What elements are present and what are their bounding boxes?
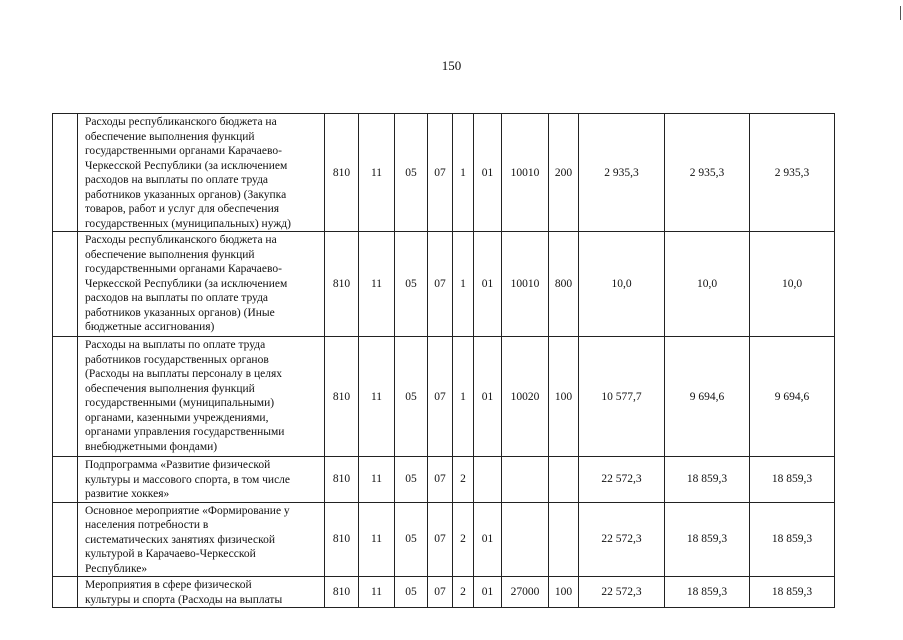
number-cell <box>53 457 78 503</box>
number-cell <box>53 502 78 577</box>
ministry-code-cell: 810 <box>325 502 359 577</box>
number-cell <box>53 337 78 457</box>
description-cell: Расходы на выплаты по оплате труда работников государственных органов (Расходы на выплаты персоналу в целях обеспечения выполнения функций государственными (муниципальными) органами, казенными учреждениями, органами управления государственными внебюджетными фондами) <box>78 337 325 457</box>
subsection-cell: 05 <box>395 232 428 337</box>
ministry-code-cell: 810 <box>325 232 359 337</box>
amount-year2-cell: 18 859,3 <box>665 502 750 577</box>
event-cell <box>474 457 502 503</box>
ministry-code-cell: 810 <box>325 577 359 608</box>
amount-year3-cell: 10,0 <box>750 232 835 337</box>
amount-year2-cell: 18 859,3 <box>665 457 750 503</box>
direction-cell: 10020 <box>502 337 549 457</box>
table-row <box>53 457 835 503</box>
table-row <box>53 114 835 232</box>
description-cell: Расходы республиканского бюджета на обеспечение выполнения функций государственными органами Карачаево- Черкесской Республики (за исключением расходов на выплаты по оплате труда работников указанных органов) (Иные бюджетные ассигнования) <box>78 232 325 337</box>
expense-type-cell: 100 <box>549 337 579 457</box>
section-cell: 11 <box>359 232 395 337</box>
number-cell <box>53 577 78 608</box>
amount-year3-cell: 18 859,3 <box>750 502 835 577</box>
amount-year3-cell: 18 859,3 <box>750 577 835 608</box>
description-cell: Мероприятия в сфере физической культуры и спорта (Расходы на выплаты <box>78 577 325 608</box>
program-cell: 07 <box>428 337 453 457</box>
table-row <box>53 502 835 577</box>
table-row <box>53 232 835 337</box>
direction-cell: 10010 <box>502 232 549 337</box>
amount-year1-cell: 22 572,3 <box>579 457 665 503</box>
amount-year2-cell: 9 694,6 <box>665 337 750 457</box>
event-cell: 01 <box>474 114 502 232</box>
description-cell: Подпрограмма «Развитие физической культуры и массового спорта, в том числе развитие хоккея» <box>78 457 325 503</box>
subsection-cell: 05 <box>395 577 428 608</box>
program-cell: 07 <box>428 577 453 608</box>
program-cell: 07 <box>428 232 453 337</box>
event-cell: 01 <box>474 577 502 608</box>
budget-table <box>52 113 835 608</box>
description-cell: Основное мероприятие «Формирование у населения потребности в систематических занятиях физической культурой в Карачаево-Черкесской Республике» <box>78 502 325 577</box>
subprogram-cell: 2 <box>453 502 474 577</box>
direction-cell: 10010 <box>502 114 549 232</box>
amount-year1-cell: 22 572,3 <box>579 577 665 608</box>
section-cell: 11 <box>359 457 395 503</box>
subprogram-cell: 1 <box>453 114 474 232</box>
subprogram-cell: 1 <box>453 337 474 457</box>
table-row <box>53 337 835 457</box>
direction-cell: 27000 <box>502 577 549 608</box>
subprogram-cell: 2 <box>453 577 474 608</box>
ministry-code-cell: 810 <box>325 114 359 232</box>
subsection-cell: 05 <box>395 457 428 503</box>
amount-year3-cell: 9 694,6 <box>750 337 835 457</box>
page-number: 150 <box>441 58 462 73</box>
amount-year2-cell: 2 935,3 <box>665 114 750 232</box>
subprogram-cell: 2 <box>453 457 474 503</box>
expense-type-cell <box>549 457 579 503</box>
program-cell: 07 <box>428 502 453 577</box>
expense-type-cell: 800 <box>549 232 579 337</box>
number-cell <box>53 114 78 232</box>
expense-type-cell: 200 <box>549 114 579 232</box>
number-cell <box>53 232 78 337</box>
subsection-cell: 05 <box>395 337 428 457</box>
program-cell: 07 <box>428 457 453 503</box>
amount-year1-cell: 10 577,7 <box>579 337 665 457</box>
description-cell: Расходы республиканского бюджета на обеспечение выполнения функций государственными органами Карачаево- Черкесской Республики (за исключением расходов на выплаты по оплате труда работников указанных органов) (Закупка товаров, работ и услуг для обеспечения государственных (муниципальных) нужд) <box>78 114 325 232</box>
event-cell: 01 <box>474 232 502 337</box>
expense-type-cell <box>549 502 579 577</box>
section-cell: 11 <box>359 577 395 608</box>
program-cell: 07 <box>428 114 453 232</box>
expense-type-cell: 100 <box>549 577 579 608</box>
event-cell: 01 <box>474 337 502 457</box>
amount-year1-cell: 22 572,3 <box>579 502 665 577</box>
amount-year1-cell: 2 935,3 <box>579 114 665 232</box>
amount-year3-cell: 18 859,3 <box>750 457 835 503</box>
scan-edge-mark <box>900 6 901 20</box>
subprogram-cell: 1 <box>453 232 474 337</box>
event-cell: 01 <box>474 502 502 577</box>
subsection-cell: 05 <box>395 502 428 577</box>
ministry-code-cell: 810 <box>325 457 359 503</box>
subsection-cell: 05 <box>395 114 428 232</box>
section-cell: 11 <box>359 337 395 457</box>
table-row <box>53 577 835 608</box>
direction-cell <box>502 457 549 503</box>
direction-cell <box>502 502 549 577</box>
section-cell: 11 <box>359 502 395 577</box>
ministry-code-cell: 810 <box>325 337 359 457</box>
amount-year2-cell: 10,0 <box>665 232 750 337</box>
amount-year3-cell: 2 935,3 <box>750 114 835 232</box>
amount-year2-cell: 18 859,3 <box>665 577 750 608</box>
amount-year1-cell: 10,0 <box>579 232 665 337</box>
section-cell: 11 <box>359 114 395 232</box>
